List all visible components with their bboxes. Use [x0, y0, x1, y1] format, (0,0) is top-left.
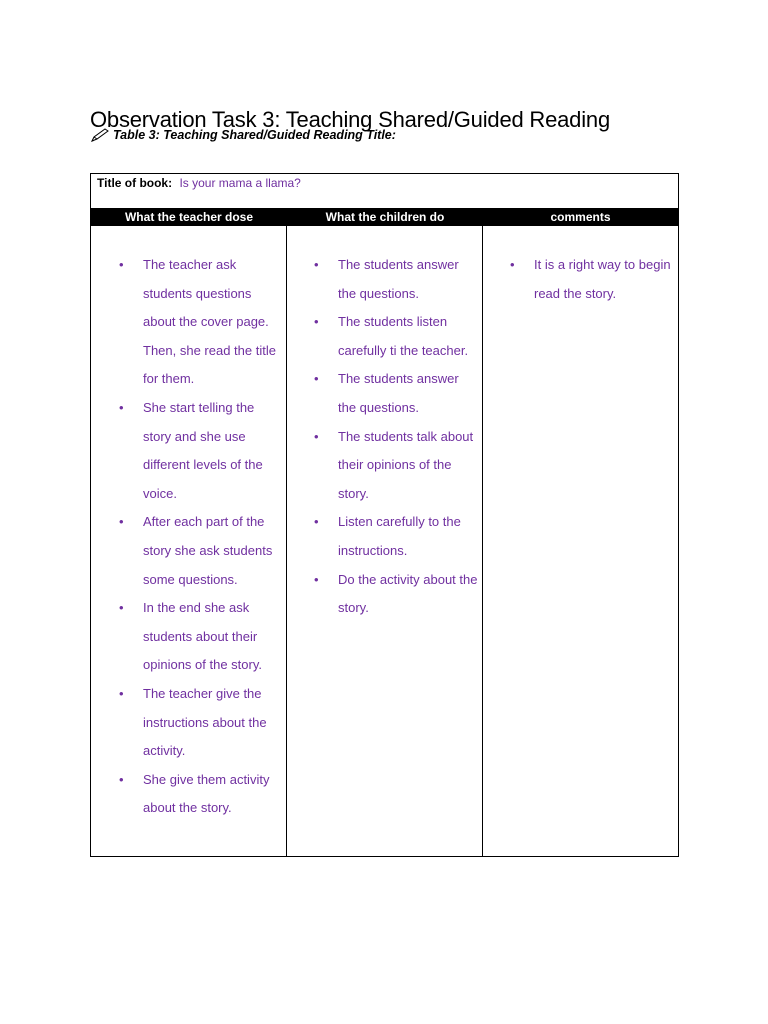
children-item: • The students answer the questions.: [338, 365, 480, 422]
children-item: • The students answer the questions.: [338, 251, 480, 308]
children-item: • Listen carefully to the instructions.: [338, 508, 480, 565]
column-divider: [286, 226, 287, 856]
teacher-item: • She start telling the story and she use different levels of the voice.: [143, 394, 285, 508]
children-list: [338, 251, 480, 623]
table-caption: [90, 124, 396, 146]
teacher-item: • The teacher ask students questions about the cover page. Then, she read the title for them.: [143, 251, 285, 394]
book-title-label: Title of book:: [97, 176, 173, 190]
book-title-value: Is your mama a llama?: [179, 176, 301, 190]
teacher-item: • The teacher give the instructions about the activity.: [143, 680, 285, 766]
book-title-row: [91, 174, 678, 208]
page-title: Observation Task 3: Teaching Shared/Guided Reading: [90, 106, 610, 132]
teacher-item: • In the end she ask students about their opinions of the story.: [143, 594, 285, 680]
header-children: What the children do: [325, 210, 445, 224]
comments-list: [534, 251, 674, 308]
header-teacher: What the teacher dose: [124, 210, 254, 224]
comment-item: • It is a right way to begin read the story.: [534, 251, 674, 308]
children-item: • The students talk about their opinions of the story.: [338, 423, 480, 509]
table-caption-text: Table 3: Teaching Shared/Guided Reading Title:: [113, 128, 396, 142]
table-header-row: [91, 208, 678, 226]
teacher-item: • After each part of the story she ask students some questions.: [143, 508, 285, 594]
column-divider: [482, 226, 483, 856]
teacher-list: [143, 251, 285, 823]
children-item: • The students listen carefully ti the teacher.: [338, 308, 480, 365]
pencil-icon: [90, 127, 110, 143]
header-comments: comments: [550, 210, 611, 224]
observation-table: [90, 173, 679, 857]
teacher-item: • She give them activity about the story.: [143, 766, 285, 823]
children-item: • Do the activity about the story.: [338, 566, 480, 623]
